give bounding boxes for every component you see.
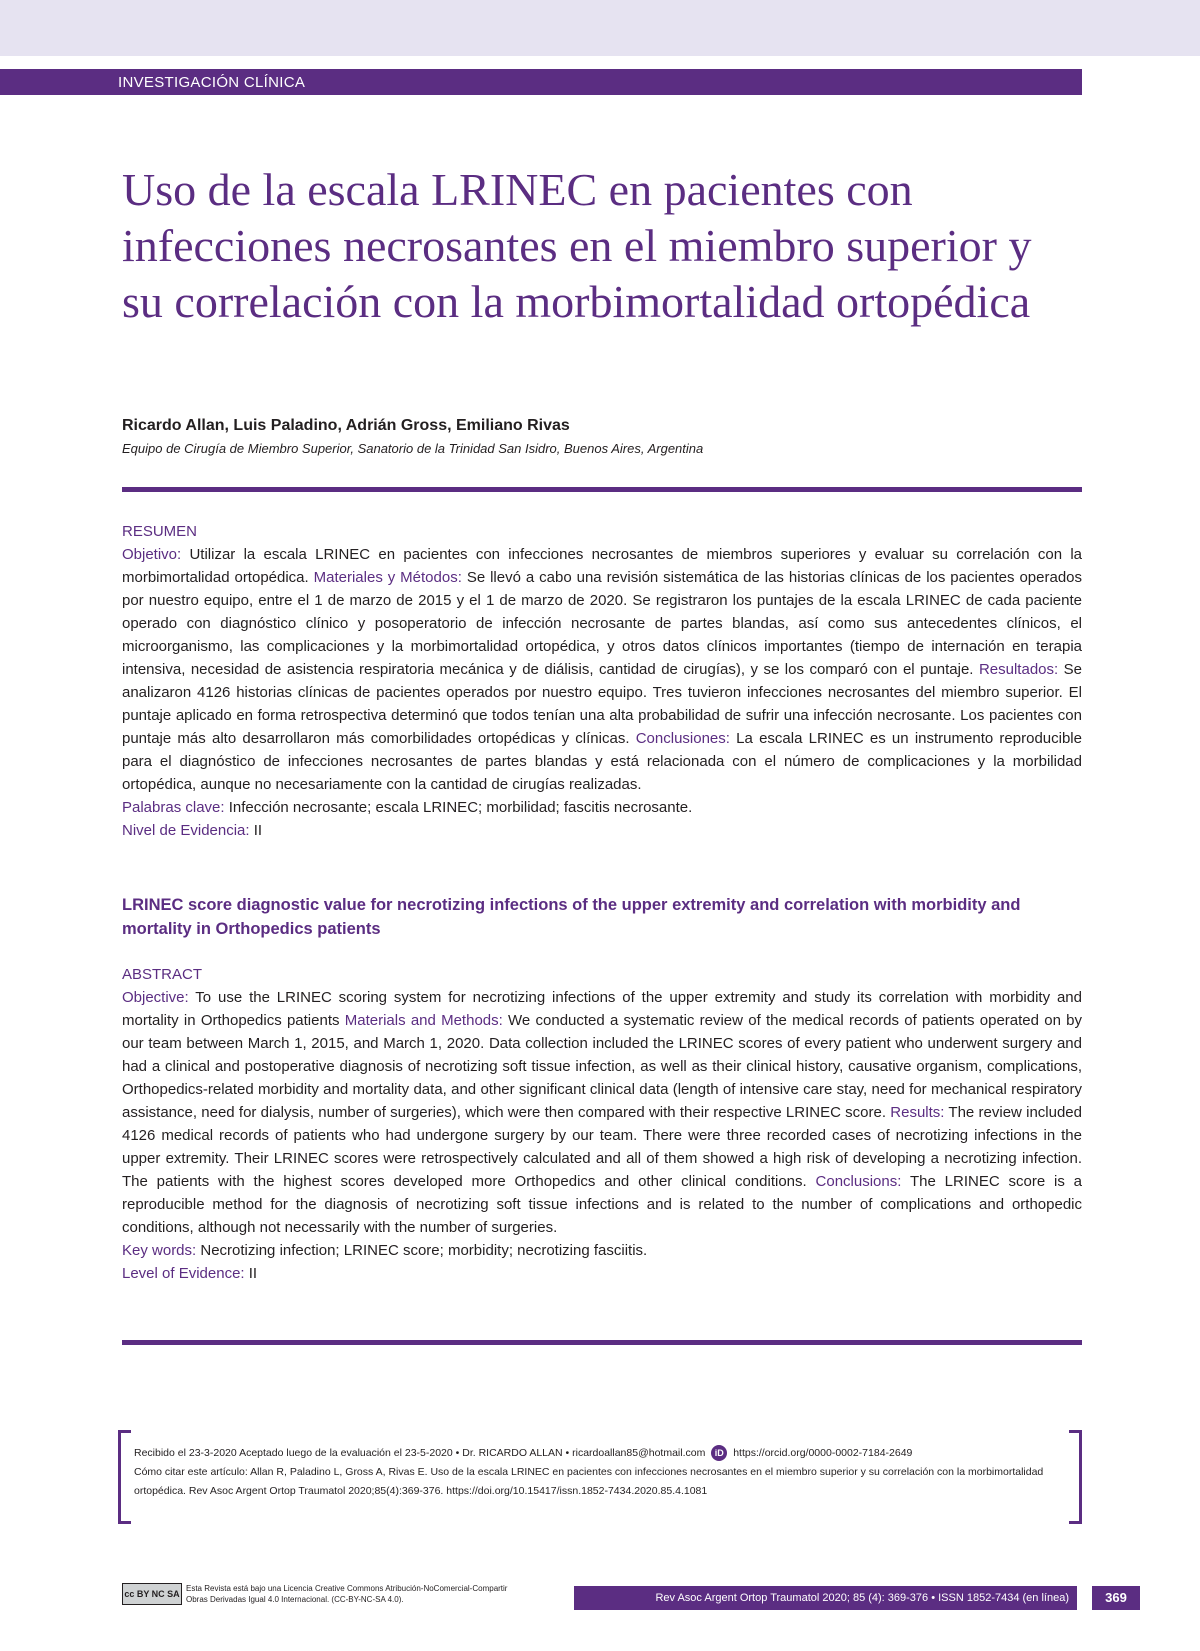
left-bracket: [118, 1430, 131, 1524]
english-title: LRINEC score diagnostic value for necrotizing infections of the upper extremity and correlation with morbidity and mortality in Orthopedics patients: [122, 896, 1021, 938]
nivel-label: Nivel de Evidencia:: [122, 822, 250, 839]
citation-text: Cómo citar este artículo: Allan R, Paladino L, Gross A, Rivas E. Uso de la escala LRINEC en pacientes con infecciones necrosantes en el miembro superior y su correlación con la morbimortalidad ortopédica. Rev Asoc Argent Ortop Traumatol 2020;85(4):369-376. https://doi.org/10.15417/issn.1852-7434.2020.85.4.1081: [134, 1466, 1044, 1497]
methods-text: We conducted a systematic review of the medical records of patients operated on by our team between March 1, 2015, and March 1, 2020. Data collection included the LRINEC scores of every patient who underwent surgery and had a clinical and postoperative diagnosis of necrotizing soft tissue infection, as well as their clinical history, causative organism, complications, Orthopedics-related morbidity and mortality data, and other significant clinical data (length of intensive care stay, need for mechanical respiratory assistance, need for dialysis, number of surgeries), which were then compared with their respective LRINEC score.: [122, 1012, 1082, 1121]
abstract-body: [122, 986, 1082, 1239]
right-bracket: [1069, 1430, 1082, 1524]
results-label: Results:: [890, 1104, 945, 1121]
affiliation: Equipo de Cirugía de Miembro Superior, Sanatorio de la Trinidad San Isidro, Buenos Aires, Argentina: [122, 441, 704, 456]
footnote-text: [134, 1444, 1064, 1501]
received-text: Recibido el 23-3-2020 Aceptado luego de la evaluación el 23-5-2020 • Dr. RICARDO ALLAN • ricardoallan85@hotmail.com: [134, 1447, 706, 1459]
results-text: The review included 4126 medical records of patients who had undergone surgery by our team. There were three recorded cases of necrotizing infections in the upper extremity. Their LRINEC scores were retrospectively calculated and all of them showed a high risk of developing a necrotizing infection. The patients with the highest scores developed more Orthopedics and other clinical conditions.: [122, 1104, 1082, 1190]
nivel-evidencia: [122, 819, 1082, 842]
authors: Ricardo Allan, Luis Paladino, Adrián Gross, Emiliano Rivas: [122, 417, 570, 434]
journal-info: Rev Asoc Argent Ortop Traumatol 2020; 85 (4): 369-376 • ISSN 1852-7434 (en línea): [574, 1586, 1077, 1610]
section-label: INVESTIGACIÓN CLÍNICA: [118, 74, 306, 91]
palabras-label: Palabras clave:: [122, 799, 225, 816]
conclusiones-label: Conclusiones:: [635, 730, 730, 747]
palabras-text: Infección necrosante; escala LRINEC; morbilidad; fascitis necrosante.: [224, 799, 693, 816]
page-number: 369: [1092, 1586, 1140, 1610]
metodos-text: Se llevó a cabo una revisión sistemática de las historias clínicas de los pacientes operados por nuestro equipo, entre el 1 de marzo de 2015 y el 1 de marzo de 2020. Se registraron los puntajes de la escala LRINEC de cada paciente operado con diagnóstico clínico y posoperatorio de infección necrosante de partes blandas, así como sus antecedentes clínicos, el microorganismo, las complicaciones y la morbimortalidad ortopédica, y otros datos clínicos importantes (tiempo de internación en terapia intensiva, necesidad de asistencia respiratoria mecánica y de diálisis, cantidad de cirugías), y se los comparó con el puntaje.: [122, 569, 1083, 678]
section-bar: [0, 69, 1082, 95]
key-words: [122, 1239, 1082, 1262]
orcid-link[interactable]: https://orcid.org/0000-0002-7184-2649: [733, 1447, 913, 1459]
footnote-box: [118, 1430, 1082, 1520]
resumen-heading: RESUMEN: [122, 523, 198, 540]
abstract-heading: ABSTRACT: [122, 966, 203, 983]
received-line: [134, 1444, 1064, 1463]
abstract-section: [122, 963, 1082, 1285]
conclusions-text: The LRINEC score is a reproducible method for the diagnosis of necrotizing soft tissue infections and is related to the number of complications and orthopedic conditions, although not necessarily with the number of surgeries.: [122, 1173, 1083, 1236]
nivel-text: II: [249, 822, 263, 839]
objective-text: To use the LRINEC scoring system for necrotizing infections of the upper extremity and study its correlation with morbidity and mortality in Orthopedics patients: [122, 989, 1082, 1029]
level-label: Level of Evidence:: [122, 1265, 245, 1282]
cc-license-icon[interactable]: cc BY NC SA: [122, 1583, 182, 1605]
palabras-clave: [122, 796, 1082, 819]
top-band: [0, 0, 1200, 56]
keywords-label: Key words:: [122, 1242, 197, 1259]
resumen-body: [122, 543, 1082, 796]
level-of-evidence: [122, 1262, 1082, 1285]
methods-label: Materials and Methods:: [344, 1012, 503, 1029]
level-text: II: [244, 1265, 258, 1282]
objetivo-text: Utilizar la escala LRINEC en pacientes con infecciones necrosantes de miembros superiores y evaluar su correlación con la morbimortalidad ortopédica.: [122, 546, 1082, 586]
conclusions-label: Conclusions:: [815, 1173, 902, 1190]
resultados-label: Resultados:: [978, 661, 1059, 678]
divider-bottom: [122, 1340, 1082, 1345]
article-title: Uso de la escala LRINEC en pacientes con infecciones necrosantes en el miembro superior y su correlación con la morbimortalidad ortopédica: [122, 164, 1032, 327]
divider-top: [122, 487, 1082, 492]
keywords-text: Necrotizing infection; LRINEC score; morbidity; necrotizing fasciitis.: [196, 1242, 648, 1259]
resumen-section: [122, 520, 1082, 842]
orcid-icon[interactable]: iD: [711, 1445, 727, 1461]
resultados-text: Se analizaron 4126 historias clínicas de pacientes operados por nuestro equipo. Tres tuvieron infecciones necrosantes del miembro superior. El puntaje aplicado en forma retrospectiva determinó que todos tenían una alta probabilidad de sufrir una infección necrosante. Los pacientes con puntaje más alto desarrollaron más comorbilidades ortopédicas y clínicas.: [122, 661, 1082, 747]
conclusiones-text: La escala LRINEC es un instrumento reproducible para el diagnóstico de infecciones necrosantes de partes blandas y está relacionada con el número de complicaciones y la morbilidad ortopédica, aunque no necesariamente con la cantidad de cirugías realizadas.: [122, 730, 1082, 793]
objetivo-label: Objetivo:: [122, 546, 182, 563]
metodos-label: Materiales y Métodos:: [313, 569, 462, 586]
objective-label: Objective:: [122, 989, 189, 1006]
license-text: Esta Revista está bajo una Licencia Creative Commons Atribución-NoComercial-Compartir Obras Derivadas Igual 4.0 Internacional. (CC-BY-NC-SA 4.0).: [186, 1584, 508, 1604]
